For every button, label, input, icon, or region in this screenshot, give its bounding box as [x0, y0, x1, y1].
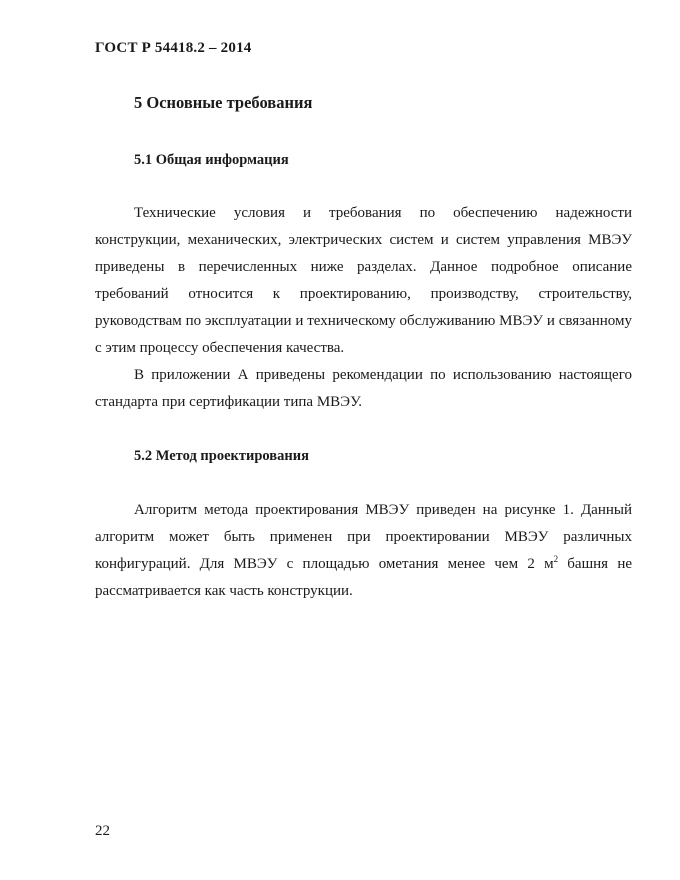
- document-header: ГОСТ Р 54418.2 – 2014: [95, 40, 252, 56]
- paragraph-requirements: Технические условия и требования по обеспечению надежности конструкции, механических, электрических систем и систем управления МВЭУ приведены в перечисленных ниже разделах. Данное подробное описание требований относится к проектированию, производству, строительству, руководствам по эксплуатации и техническому обслуживанию МВЭУ и связанному с этим процессу обеспечения качества.: [95, 205, 632, 356]
- subsection-title-design-method: 5.2 Метод проектирования: [134, 448, 309, 464]
- section-title: 5 Основные требования: [134, 93, 313, 112]
- paragraph-design-algorithm-text: Алгоритм метода проектирования МВЭУ приведен на рисунке 1. Данный алгоритм может быть применен при проектировании МВЭУ различных конфигураций. Для МВЭУ с площадью ометания менее чем 2 м: [95, 502, 632, 572]
- paragraph-design-algorithm-text-end: башня не рассматривается как часть конструкции.: [95, 556, 633, 599]
- paragraph-appendix-a: В приложении А приведены рекомендации по использованию настоящего стандарта при сертификации типа МВЭУ.: [95, 367, 632, 410]
- superscript-square: 2: [553, 554, 559, 564]
- page-number: 22: [95, 823, 110, 839]
- subsection-title-general-info: 5.1 Общая информация: [134, 152, 289, 168]
- paragraph-design-algorithm: [95, 497, 632, 605]
